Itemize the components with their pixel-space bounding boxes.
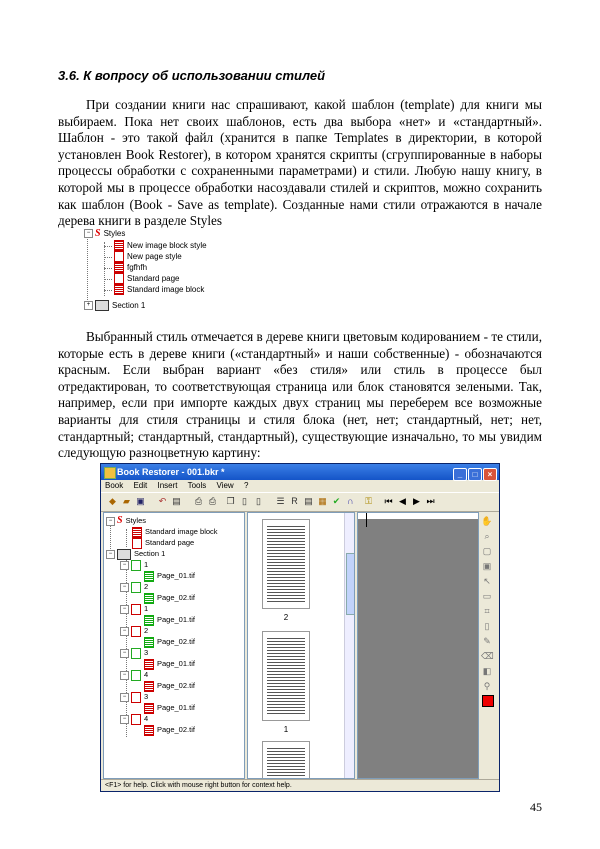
close-icon[interactable]: ×: [483, 468, 497, 481]
properties-icon[interactable]: ▯: [256, 496, 261, 506]
zoom-icon[interactable]: ⌕: [484, 531, 490, 541]
collapse-icon[interactable]: −: [120, 561, 129, 570]
eraser-icon[interactable]: ⌫: [481, 651, 494, 661]
thumbnail-label: 2: [283, 613, 289, 622]
last-page-icon[interactable]: ⏭: [426, 496, 435, 506]
folder-icon[interactable]: ▰: [123, 496, 130, 506]
maximize-icon[interactable]: □: [468, 468, 482, 481]
image-block-style-icon: [114, 262, 124, 273]
key-icon[interactable]: ⚿: [365, 496, 372, 506]
image-block-icon: [144, 659, 154, 670]
style-item[interactable]: Standard image block: [127, 285, 205, 294]
tree-page-file[interactable]: Page_02.tif: [157, 725, 195, 734]
tree-page-num[interactable]: 4: [144, 670, 149, 679]
image-block-icon: [144, 637, 154, 648]
menu-bar: [101, 480, 499, 492]
page-view-pane[interactable]: [357, 512, 479, 779]
tree-style-item[interactable]: Standard image block: [145, 527, 218, 536]
collapse-icon[interactable]: −: [120, 693, 129, 702]
page-thumbnail[interactable]: [262, 741, 310, 779]
prev-page-icon[interactable]: ◀: [399, 496, 406, 506]
image-block-icon: [144, 571, 154, 582]
window-title: Book Restorer - 001.bkr *: [117, 467, 225, 477]
thumbnail-pane[interactable]: [247, 512, 355, 779]
pointer-icon[interactable]: ↖: [483, 576, 491, 586]
styles-root-label[interactable]: Styles: [103, 229, 126, 238]
batch-icon[interactable]: ▦: [318, 496, 327, 506]
style-item[interactable]: Standard page: [127, 274, 180, 283]
zoom-in-icon[interactable]: ▢: [482, 546, 492, 556]
collapse-icon[interactable]: −: [84, 229, 93, 238]
tree-page-num[interactable]: 1: [144, 560, 149, 569]
page-icon: [131, 648, 141, 659]
first-page-icon[interactable]: ⏮: [384, 496, 393, 506]
page-icon: [131, 692, 141, 703]
scroll-thumb[interactable]: [346, 553, 355, 615]
thumbnail-label: 1: [283, 725, 289, 734]
tree-page-file[interactable]: Page_01.tif: [157, 615, 195, 624]
image-block-icon: [144, 615, 154, 626]
image-block-style-icon: [132, 527, 142, 538]
select-icon[interactable]: ▭: [482, 591, 492, 601]
fit-page-icon[interactable]: ▣: [482, 561, 492, 571]
stamp-icon[interactable]: ▯: [484, 621, 490, 631]
page-icon: [131, 626, 141, 637]
book-section-icon: [117, 549, 131, 560]
collapse-icon[interactable]: −: [120, 671, 129, 680]
minimize-icon[interactable]: _: [453, 468, 467, 481]
paste-icon[interactable]: ▯: [242, 496, 247, 506]
tree-page-file[interactable]: Page_02.tif: [157, 593, 195, 602]
import-icon[interactable]: ▤: [172, 496, 181, 506]
paragraph-2: Выбранный стиль отмечается в дереве книги цветовым кодированием - те стили, которые есть в дереве книги («стандартный» и наши собственные) - обозначаются красным. Если выбран вариант «без стиля» или стиль в процессе был отредактирован, то соответствующая страница или блок становятся зелеными. Так, например, если при импорте каждых двух страниц мы переберем все возможные варианты для стиля страницы и стиля блока (нет, нет; стандартный, нет; нет, стандартный; стандартный, стандартный), существующие изначально, то мы увидим следующую разноцветную картину:: [58, 329, 542, 461]
page-icon: [131, 582, 141, 593]
hand-icon[interactable]: ✋: [481, 516, 493, 526]
image-block-icon: [144, 725, 154, 736]
check-icon[interactable]: ✔: [332, 496, 341, 506]
style-item[interactable]: fgfhfh: [127, 263, 148, 272]
image-block-icon: [144, 593, 154, 604]
book-section-icon: [95, 300, 109, 311]
section-heading: 3.6. К вопросу об использовании стилей: [58, 68, 326, 83]
toolbar: [101, 492, 499, 512]
image-block-style-icon: [114, 240, 124, 251]
page-icon: [131, 604, 141, 615]
collapse-icon[interactable]: −: [106, 550, 115, 559]
menu-insert[interactable]: Insert: [157, 481, 178, 490]
styles-icon: S: [117, 515, 123, 526]
page-style-icon: [114, 273, 124, 284]
document-icon[interactable]: ▤: [304, 496, 313, 506]
tree-page-num[interactable]: 4: [144, 714, 149, 723]
page-thumbnail[interactable]: [262, 519, 310, 609]
collapse-icon[interactable]: −: [120, 605, 129, 614]
collapse-icon[interactable]: −: [120, 583, 129, 592]
tree-page-num[interactable]: 3: [144, 648, 149, 657]
book-restorer-window: [100, 463, 500, 792]
page-style-icon: [132, 538, 142, 549]
eyedropper-icon[interactable]: ⚲: [483, 681, 491, 691]
pencil-icon[interactable]: ✎: [483, 636, 491, 646]
expand-icon[interactable]: +: [84, 301, 93, 310]
side-toolbar: [479, 512, 495, 777]
style-item[interactable]: New page style: [127, 252, 182, 261]
collapse-icon[interactable]: −: [106, 517, 115, 526]
next-page-icon[interactable]: ▶: [413, 496, 420, 506]
tree-section-label[interactable]: Section 1: [134, 549, 166, 558]
list-icon[interactable]: ☰: [276, 496, 285, 506]
page-style-icon: [114, 251, 124, 262]
page-icon: [131, 670, 141, 681]
tree-page-file[interactable]: Page_01.tif: [157, 659, 195, 668]
tree-page-file[interactable]: Page_01.tif: [157, 703, 195, 712]
crop-icon[interactable]: ⌗: [484, 606, 490, 616]
page-icon: [131, 714, 141, 725]
menu-book[interactable]: Book: [105, 481, 124, 490]
menu-tools[interactable]: Tools: [187, 481, 207, 490]
recognize-icon[interactable]: R: [291, 496, 298, 506]
fill-icon[interactable]: ◧: [482, 666, 492, 676]
color-swatch[interactable]: [482, 695, 494, 707]
book-tree-pane[interactable]: [103, 512, 245, 779]
tree-page-file[interactable]: Page_02.tif: [157, 681, 195, 690]
collapse-icon[interactable]: −: [120, 715, 129, 724]
style-item[interactable]: New image block style: [127, 241, 207, 250]
menu-view[interactable]: View: [216, 481, 234, 490]
status-bar: <F1> for help. Click with mouse right button for context help.: [101, 779, 499, 791]
styles-icon: S: [95, 228, 101, 239]
collapse-icon[interactable]: −: [120, 627, 129, 636]
section-label[interactable]: Section 1: [112, 301, 146, 310]
page-thumbnail[interactable]: [262, 631, 310, 721]
tree-page-file[interactable]: Page_02.tif: [157, 637, 195, 646]
collapse-icon[interactable]: −: [120, 649, 129, 658]
tree-page-num[interactable]: 3: [144, 692, 149, 701]
image-block-icon: [144, 681, 154, 692]
page-icon: [131, 560, 141, 571]
tree-page-num[interactable]: 1: [144, 604, 149, 613]
print-icon[interactable]: ⎙: [194, 496, 203, 506]
undo-icon[interactable]: ↶: [158, 496, 167, 506]
thumbnail-scrollbar[interactable]: [344, 513, 354, 778]
page-number: 45: [530, 800, 542, 814]
app-icon: [104, 467, 116, 479]
tree-styles-label[interactable]: Styles: [125, 516, 146, 525]
image-block-icon: [144, 703, 154, 714]
magnet-icon[interactable]: ∩: [347, 496, 354, 506]
image-block-style-icon: [114, 284, 124, 295]
styles-tree-figure: [84, 228, 264, 316]
tree-page-file[interactable]: Page_01.tif: [157, 571, 195, 580]
copy-icon[interactable]: ❐: [226, 496, 235, 506]
tree-page-num[interactable]: 2: [144, 626, 149, 635]
paragraph-1: При создании книги нас спрашивают, какой шаблон (template) для книги мы выбираем. Пока нет своих шаблонов, есть два выбора «нет» и «стандартный». Шаблон - это такой файл (хранится в папке Templates в директории, в которой установлен Book Restorer), в котором хранятся скрипты (сгруппированные в наборы процессы обработки с сохраненными параметрами) и стили. Любую нашу книгу, в которой мы в процессе обработки насоздавали стилей и скриптов, можно сохранить как шаблон (Book - Save as template). Созданные нами стили отражаются в начале дерева книги в разделе Styles: [58, 97, 542, 229]
print-preview-icon[interactable]: ⎙: [208, 496, 217, 506]
tree-style-item[interactable]: Standard page: [145, 538, 195, 547]
title-bar[interactable]: [101, 464, 499, 480]
open-icon[interactable]: ◆: [109, 496, 116, 506]
menu-edit[interactable]: Edit: [133, 481, 148, 490]
menu-help[interactable]: ?: [243, 481, 249, 490]
save-icon[interactable]: ▣: [136, 496, 145, 506]
tree-page-num[interactable]: 2: [144, 582, 149, 591]
